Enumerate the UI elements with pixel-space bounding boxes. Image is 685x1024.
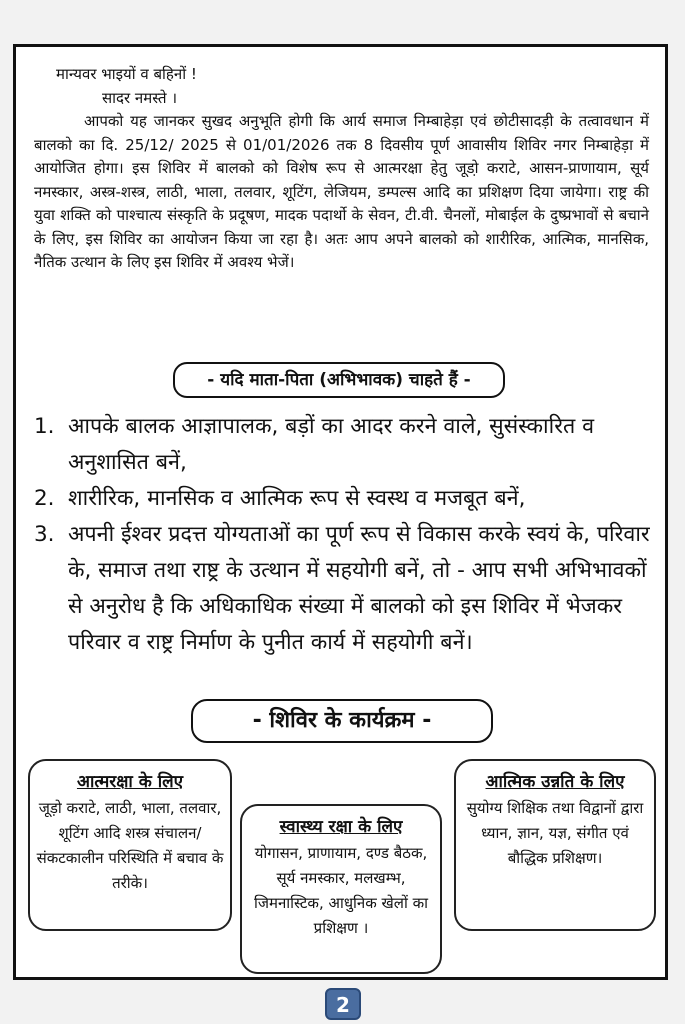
parents-heading: - यदि माता-पिता (अभिभावक) चाहते हैं - <box>173 362 505 398</box>
salutation: मान्यवर भाइयों व बहिनों ! <box>56 65 197 83</box>
box-text: सुयोग्य शिक्षिक तथा विद्वानों द्वारा ध्यान, ज्ञान, यज्ञ, संगीत एवं बौद्धिक प्रशिक्षण। <box>466 799 644 867</box>
greeting: सादर नमस्ते । <box>102 88 178 107</box>
box-text: जूड़ो कराटे, लाठी, भाला, तलवार, शूटिंग आदि शस्त्र संचालन/संकटकालीन परिस्थिति में बचाव के तरीके। <box>36 799 224 892</box>
spiritual-box <box>454 759 656 931</box>
box-title: आत्मरक्षा के लिए <box>76 772 184 792</box>
box-title: आत्मिक उन्नति के लिए <box>485 772 625 792</box>
list-number: 1. <box>34 414 55 439</box>
list-text: आपके बालक आज्ञापालक, बड़ों का आदर करने वाले, सुसंस्कारित व अनुशासित बनें, <box>68 414 595 475</box>
list-item <box>34 481 654 517</box>
list-number: 3. <box>34 522 55 547</box>
list-item <box>34 409 654 481</box>
list-number: 2. <box>34 486 55 511</box>
self-defense-box <box>28 759 232 931</box>
list-item <box>34 517 654 661</box>
intro-paragraph: आपको यह जानकर सुखद अनुभूति होगी कि आर्य समाज निम्बाहेड़ा एवं छोटीसादड़ी के तत्वावधान में बालको का दि. 25/12/ 2025 से 01/01/2026 तक 8 दिवसीय पूर्ण आवासीय शिविर नगर निम्बाहेड़ा में आयोजित होगा। इस शिविर में बालको को विशेष रूप से आत्मरक्षा हेतु जूडो़ कराटे, आसन-प्राणायाम, सूर्य नमस्कार, अस्त्र-शस्त्र, लाठी, भाला, तलवार, शूटिंग, लेजियम, डम्पल्स आदि का प्रशिक्षण दिया जायेगा। राष्ट्र की युवा शक्ति को पाश्चात्य संस्कृति के प्रदूषण, मादक पदार्थो के सेवन, टी.वी. चैनलों, मोबाईल के दुष्प्रभावों से बचाने के लिए, इस शिविर का आयोजन किया जा रहा है। अतः आप अपने बालको को शारीरिक, आत्मिक, मानसिक, नैतिक उत्थान के लिए इस शिविर में अवश्य भेजें। <box>34 112 649 271</box>
page-number-badge[interactable]: 2 <box>325 988 361 1020</box>
parent-wishes-list <box>34 409 654 661</box>
leaflet-page <box>13 44 668 980</box>
list-text: शारीरिक, मानसिक व आत्मिक रूप से स्वस्थ व मजबूत बनें, <box>68 486 526 511</box>
intro-section <box>34 63 649 275</box>
health-box <box>240 804 442 974</box>
box-text: योगासन, प्राणायाम, दण्ड बैठक, सूर्य नमस्कार, मलखम्भ, जिमनास्टिक, आधुनिक खेलों का प्रशिक्षण । <box>253 844 429 937</box>
program-heading: - शिविर के कार्यक्रम - <box>191 699 493 743</box>
box-title: स्वास्थ्य रक्षा के लिए <box>279 817 403 837</box>
list-text: अपनी ईश्वर प्रदत्त योग्यताओं का पूर्ण रूप से विकास करके स्वयं के, परिवार के, समाज तथा राष्ट्र के उत्थान में सहयोगी बनें, तो - आप सभी अभिभावकों से अनुरोध है कि अधिकाधिक संख्या में बालको को इस शिविर में भेजकर परिवार व राष्ट्र निर्माण के पुनीत कार्य में सहयोगी बनें। <box>68 522 650 655</box>
